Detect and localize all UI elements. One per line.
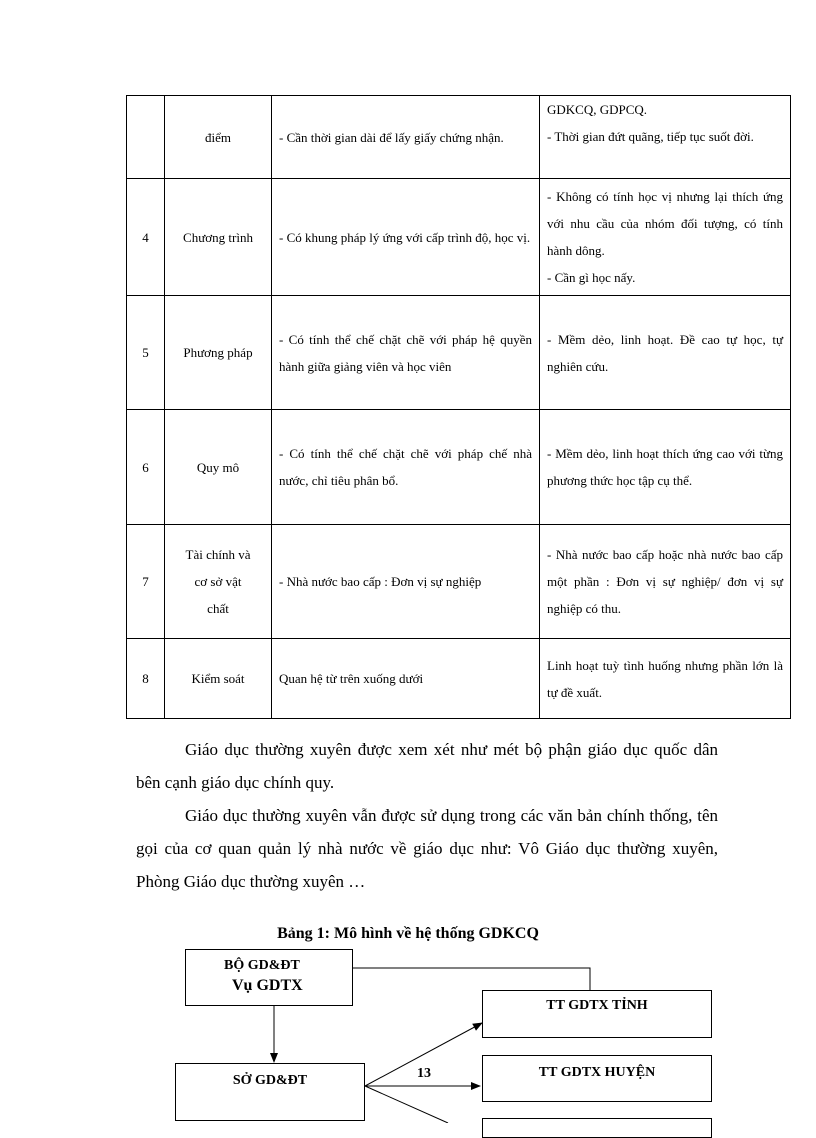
row-continuing-text: - Mềm dẻo, linh hoạt thích ứng cao với từng phương thức học tập cụ thể. (547, 446, 783, 488)
row-continuing-text: - Không có tính học vị nhưng lại thích ứng với nhu cầu của nhóm đối tượng, có tính hành dông. (547, 189, 783, 258)
arrow-so-to-xa (365, 1086, 448, 1123)
row-formal-text: - Có khung pháp lý ứng với cấp trình độ, học vị. (279, 229, 531, 245)
row-criterion-text: Quy mô (196, 459, 240, 475)
row-continuing-text: - Thời gian đứt quãng, tiếp tục suốt đời. (547, 129, 754, 144)
row-criterion-text: Kiểm soát (191, 671, 245, 686)
row-formal-text: - Nhà nước bao cấp : Đơn vị sự nghiệp (279, 574, 482, 589)
connector-bo-to-tinh (353, 968, 590, 990)
row-number: 6 (127, 410, 165, 525)
row-number: 7 (127, 525, 165, 639)
row-formal-text: - Có tính thể chế chặt chẽ với pháp hệ quyền hành giữa giảng viên và học viên (279, 331, 532, 374)
row-formal-text: Quan hệ từ trên xuống dưới (279, 671, 424, 686)
box-bo-gddt (185, 949, 353, 1006)
row-continuing-text: GDKCQ, GDPCQ. (547, 102, 648, 117)
row-continuing-text: - Mềm dẻo, linh hoạt. Đề cao tự học, tự nghiên cứu. (547, 331, 783, 374)
row-continuing-text: Linh hoạt tuỳ tình huống nhưng phần lớn là tự đề xuất. (547, 657, 783, 700)
paragraph-1: Giáo dục thường xuyên được xem xét như mét bộ phận giáo dục quốc dân bên cạnh giáo dục chính quy. (136, 740, 718, 792)
row-criterion-text: cơ sở vật (194, 574, 242, 589)
diagram-caption: Bảng 1: Mô hình về hệ thống GDKCQ (277, 925, 539, 942)
box-tt-gdtx-tinh: TT GDTX TỈNH (482, 990, 712, 1038)
row-criterion-text: chất (207, 601, 229, 616)
row-formal-text: - Cần thời gian dài để lấy giấy chứng nhận. (279, 129, 504, 145)
paragraph-2: Giáo dục thường xuyên vẫn được sử dụng trong các văn bản chính thống, tên gọi của cơ quan quản lý nhà nước về giáo dục như: Vô Giáo dục thường xuyên, Phòng Giáo dục thường xuyên … (136, 806, 718, 891)
row-continuing-text: - Cần gì học nấy. (547, 270, 636, 285)
row-number: 5 (127, 296, 165, 410)
row-criterion-text: Phương pháp (183, 345, 253, 360)
row-number: 8 (127, 639, 165, 719)
row-number: 4 (127, 179, 165, 296)
box-so-gddt: SỞ GD&ĐT (175, 1063, 365, 1121)
box-tt-gdtx-huyen: TT GDTX HUYỆN (482, 1055, 712, 1102)
arrow-label: 13 (417, 1066, 431, 1081)
row-formal-text: - Có tính thể chế chặt chẽ với pháp chế nhà nước, chỉ tiêu phân bổ. (279, 446, 532, 488)
row-criterion-text: Tài chính và (185, 547, 251, 562)
row-continuing-text: - Nhà nước bao cấp hoặc nhà nước bao cấp một phần : Đơn vị sự nghiệp/ đơn vị sự nghiệp có thu. (547, 547, 783, 616)
box-bo-line1: BỘ GD&ĐT (224, 958, 300, 973)
box-partial-bottom (482, 1118, 712, 1138)
row-criterion-text: điểm (205, 129, 231, 145)
row-criterion-text: Chương trình (183, 229, 253, 245)
box-bo-line2: Vụ GDTX (232, 977, 303, 994)
